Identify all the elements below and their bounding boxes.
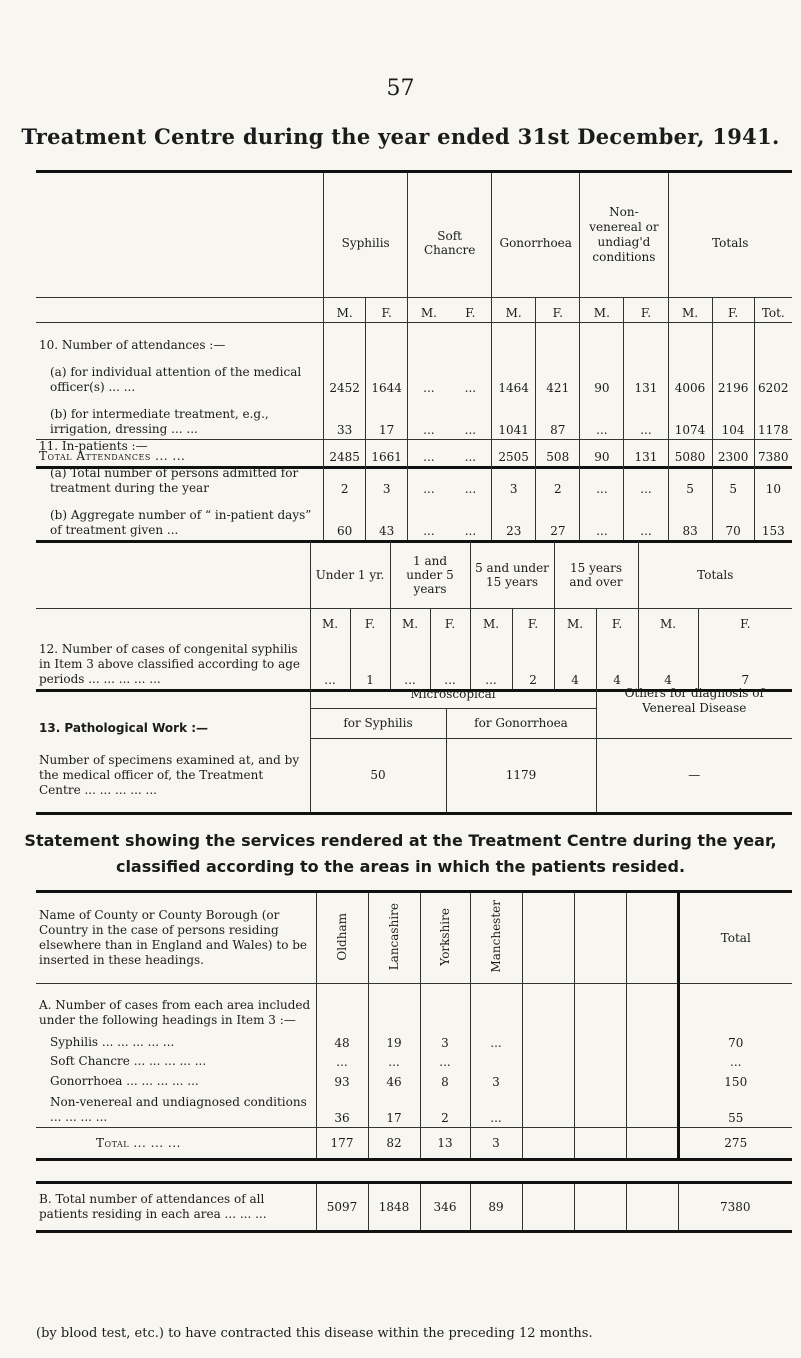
cell: 7380: [678, 1183, 792, 1232]
m-header: M.: [324, 298, 366, 323]
row-label: Total ... ... ...: [96, 1135, 181, 1150]
cell: 36: [316, 1091, 368, 1128]
cell: 33: [324, 397, 366, 440]
cell: 89: [470, 1183, 522, 1232]
row-label: (a) Total number of persons admitted for treatment during the year: [50, 466, 299, 495]
cell: 8: [420, 1071, 470, 1091]
cell: 1074: [668, 397, 712, 440]
cell: ...: [420, 1052, 470, 1071]
table-row: [36, 456, 792, 498]
cell: ...: [310, 633, 350, 691]
cell: 2: [420, 1091, 470, 1128]
cell: 5080: [668, 440, 712, 468]
table-row: [36, 1128, 792, 1160]
cell: 2485: [324, 440, 366, 468]
gonorrhoea-header: Gonorrhoea: [492, 172, 580, 298]
cell: 2300: [712, 440, 754, 468]
cell: 4: [638, 633, 698, 691]
table-row: [36, 498, 792, 542]
row-label: (a) for individual attention of the medical officer(s) ... ...: [50, 365, 302, 394]
cell: ...: [430, 633, 470, 691]
m-header: M.: [580, 298, 624, 323]
m-header: M.: [390, 609, 430, 634]
cell: 93: [316, 1071, 368, 1091]
cell: 2196: [712, 355, 754, 397]
cell: ...: [464, 381, 477, 395]
congenital-syphilis-table: [36, 542, 792, 692]
cell: 1644: [366, 355, 408, 397]
cell: 104: [712, 397, 754, 440]
cell: 90: [580, 440, 624, 468]
cell: 4006: [668, 355, 712, 397]
pathological-work-label: 13. Pathological Work :—: [39, 721, 209, 735]
cell: 1464: [492, 355, 536, 397]
cell: ...: [464, 450, 477, 464]
row-label: 11. In-patients :—: [39, 439, 148, 453]
cell: [470, 1052, 522, 1071]
cell: 82: [368, 1128, 420, 1160]
cell: 5097: [316, 1183, 368, 1232]
row-label: Total Attendances ... ...: [39, 449, 186, 463]
cell: 87: [536, 397, 580, 440]
area-label: Yorkshire: [438, 907, 452, 966]
cell: ...: [624, 498, 668, 542]
f-header: F.: [596, 609, 638, 634]
under-1-header: Under 1 yr.: [310, 542, 390, 609]
row-label: Syphilis ... ... ... ... ...: [50, 1035, 175, 1049]
cell: ...: [624, 456, 668, 498]
cell: 43: [366, 498, 408, 542]
m-header: M.: [554, 609, 596, 634]
cell: 1: [350, 633, 390, 691]
f-header: F.: [536, 298, 580, 323]
cell: 2: [324, 456, 366, 498]
cell: ...: [408, 440, 450, 468]
cell: 19: [368, 1030, 420, 1052]
cell: 10: [754, 456, 792, 498]
cell: 17: [366, 397, 408, 440]
table-row: [36, 355, 792, 397]
f-header: F.: [350, 609, 390, 634]
table-row: [36, 1071, 792, 1091]
f-header: F.: [366, 298, 408, 323]
area-oldham-header: [316, 892, 368, 984]
cell: ...: [464, 524, 477, 538]
cell: 7380: [754, 440, 792, 468]
cell: 2505: [492, 440, 536, 468]
statement-heading: Statement showing the services rendered at the Treatment Centre during the year, classified according to the areas in which the patients resided.: [24, 831, 777, 876]
cell: 27: [536, 498, 580, 542]
cell: 5: [712, 456, 754, 498]
cell: ...: [408, 498, 450, 542]
page-title: Treatment Centre during the year ended 31st December, 1941.: [21, 124, 780, 149]
cell: 2: [536, 456, 580, 498]
row-label: B. Total number of attendances of all patients residing in each area ... ... ...: [39, 1192, 267, 1221]
cell: ...: [470, 633, 512, 691]
for-gonorrhoea-header: for Gonorrhoea: [446, 708, 596, 738]
pathological-work-table: [36, 680, 792, 815]
row-label: 12. Number of cases of congenital syphilis in Item 3 above classified according to age periods ... ... ... ... ...: [39, 642, 301, 686]
totals-header: Totals: [668, 172, 792, 298]
footnote: (by blood test, etc.) to have contracted this disease within the preceding 12 months.: [36, 1326, 593, 1341]
cell: 6202: [754, 355, 792, 397]
cell: 3: [470, 1128, 522, 1160]
item-13-label: [36, 708, 310, 738]
in-patients-table: [36, 424, 792, 543]
area-manchester-header: [470, 892, 522, 984]
cell: 131: [624, 440, 668, 468]
tot-header: Tot.: [754, 298, 792, 323]
area-yorkshire-header: [420, 892, 470, 984]
m-header: M.: [310, 609, 350, 634]
microscopical-header: Microscopical: [310, 680, 596, 708]
cell: 3: [492, 456, 536, 498]
cell: ...: [368, 1052, 420, 1071]
cell: 50: [310, 738, 446, 814]
cell: 1041: [492, 397, 536, 440]
cell: ...: [464, 482, 477, 496]
cell: ...: [580, 498, 624, 542]
cell: ...: [316, 1052, 368, 1071]
cell: 55: [678, 1091, 792, 1128]
others-header: Others for diagnosis of Venereal Disease: [596, 680, 792, 738]
area-label: Oldham: [335, 912, 349, 961]
soft-chancre-header: Soft Chancre: [408, 172, 492, 298]
cell: 153: [754, 498, 792, 542]
cell: ...: [580, 397, 624, 440]
row-label: 10. Number of attendances :—: [39, 338, 226, 352]
name-header: Name of County or County Borough (or Country in the case of persons residing elsewhere than in England and Wales) to be inserted in these headings.: [39, 908, 308, 967]
area-lancashire-header: [368, 892, 420, 984]
area-label: Lancashire: [387, 902, 401, 971]
cell: ...: [580, 456, 624, 498]
cell: —: [596, 738, 792, 814]
cell: 7: [698, 633, 792, 691]
table-row: [36, 1183, 792, 1232]
cell: 150: [678, 1071, 792, 1091]
f-header: F.: [465, 306, 476, 320]
areas-table: [36, 890, 792, 1233]
m-header: M.: [408, 298, 450, 323]
row-label: Gonorrhoea ... ... ... ... ...: [50, 1074, 199, 1088]
f-header: F.: [430, 609, 470, 634]
cell: 2: [512, 633, 554, 691]
row-label: Non-venereal and undiagnosed conditions ... ... ... ...: [50, 1095, 307, 1124]
f-header: F.: [712, 298, 754, 323]
cell: ...: [624, 397, 668, 440]
cell: 48: [316, 1030, 368, 1052]
cell: 70: [712, 498, 754, 542]
cell: 17: [368, 1091, 420, 1128]
cell: 60: [324, 498, 366, 542]
one-to-five-header: 1 and under 5 years: [390, 542, 470, 609]
cell: 508: [536, 440, 580, 468]
m-header: M.: [492, 298, 536, 323]
table-row: [36, 1052, 792, 1071]
cell: 3: [366, 456, 408, 498]
page-number: 57: [386, 76, 415, 101]
syphilis-header: Syphilis: [324, 172, 408, 298]
table-row: [36, 1091, 792, 1128]
table-row: [36, 738, 792, 814]
cell: 131: [624, 355, 668, 397]
row-label: (b) for intermediate treatment, e.g., irrigation, dressing ... ...: [50, 407, 269, 436]
row-label: A. Number of cases from each area included under the following headings in Item 3 :—: [39, 998, 311, 1027]
cell: 3: [470, 1071, 522, 1091]
cell: 1661: [366, 440, 408, 468]
cell: 90: [580, 355, 624, 397]
for-syphilis-header: for Syphilis: [310, 708, 446, 738]
cell: ...: [408, 397, 450, 440]
row-label: Soft Chancre ... ... ... ... ...: [50, 1054, 207, 1068]
cell: 23: [492, 498, 536, 542]
cell: 5: [668, 456, 712, 498]
cell: 421: [536, 355, 580, 397]
cell: 1848: [368, 1183, 420, 1232]
m-header: M.: [470, 609, 512, 634]
cell: 1178: [754, 397, 792, 440]
cell: ...: [678, 1052, 792, 1071]
cell: ...: [408, 456, 450, 498]
cell: 1179: [446, 738, 596, 814]
cell: 2452: [324, 355, 366, 397]
cell: 3: [420, 1030, 470, 1052]
cell: 346: [420, 1183, 470, 1232]
cell: ...: [390, 633, 430, 691]
cell: 177: [316, 1128, 368, 1160]
m-header: M.: [668, 298, 712, 323]
f-header: F.: [512, 609, 554, 634]
cell: 70: [678, 1030, 792, 1052]
cell: ...: [470, 1030, 522, 1052]
non-venereal-header: Non- venereal or undiag'd conditions: [580, 172, 668, 298]
area-label: Manchester: [489, 900, 503, 973]
row-label: (b) Aggregate number of “ in-patient days” of treatment given ...: [50, 508, 312, 537]
cell: 83: [668, 498, 712, 542]
row-label: Number of specimens examined at, and by the medical officer of, the Treatment Centre ... ... ... ... ...: [39, 752, 300, 797]
cell: 275: [678, 1128, 792, 1160]
cell: 46: [368, 1071, 420, 1091]
table-row: [36, 1030, 792, 1052]
fifteen-over-header: 15 years and over: [554, 542, 638, 609]
five-to-fifteen-header: 5 and under 15 years: [470, 542, 554, 609]
cell: ...: [470, 1091, 522, 1128]
cell: 13: [420, 1128, 470, 1160]
totals-header: Totals: [638, 542, 792, 609]
f-header: F.: [698, 609, 792, 634]
f-header: F.: [624, 298, 668, 323]
m-header: M.: [638, 609, 698, 634]
cell: ...: [464, 423, 477, 437]
cell: 4: [554, 633, 596, 691]
total-header: Total: [678, 892, 792, 984]
cell: ...: [408, 355, 450, 397]
cell: 4: [596, 633, 638, 691]
